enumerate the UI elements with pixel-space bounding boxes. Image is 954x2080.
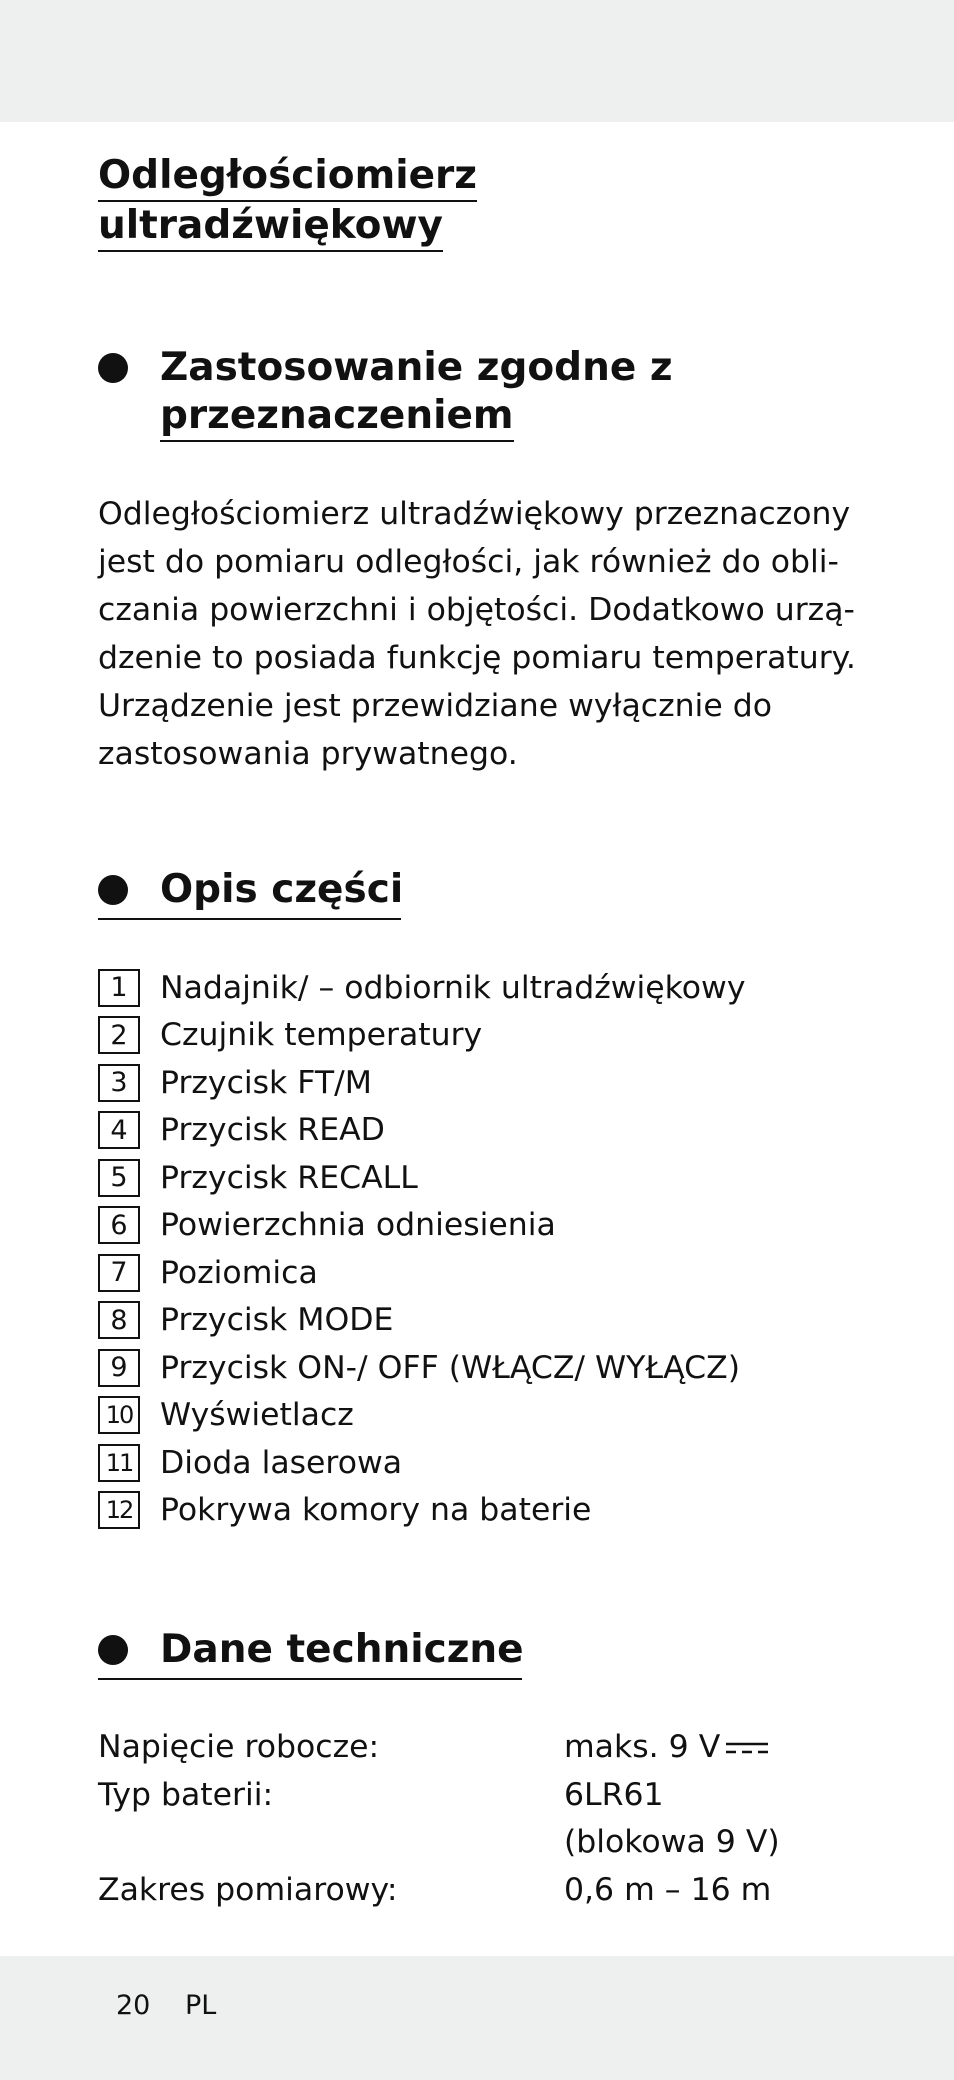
dc-current-icon — [724, 1740, 770, 1756]
document-title-line2: ultradźwiękowy — [98, 202, 443, 252]
parts-heading-underline — [98, 918, 401, 920]
part-number: 10 — [98, 1396, 140, 1434]
paragraph-line: zastosowania prywatnego. — [98, 736, 518, 772]
language-code: PL — [184, 1990, 217, 2021]
top-band — [0, 0, 954, 122]
list-item — [98, 1202, 745, 1250]
part-number: 12 — [98, 1491, 140, 1529]
paragraph-line: dzenie to posiada funkcję pomiaru temperatury. — [98, 640, 856, 676]
part-label: Nadajnik/ – odbiornik ultradźwiękowy — [160, 969, 746, 1006]
parts-heading — [98, 866, 403, 914]
list-item — [98, 1297, 745, 1345]
part-label: Przycisk READ — [160, 1112, 385, 1149]
part-number: 4 — [98, 1111, 140, 1149]
spec-value: 0,6 m – 16 m — [564, 1871, 772, 1908]
page-footer — [116, 1990, 242, 2021]
intended-use-heading — [98, 344, 673, 440]
specs-heading — [98, 1626, 524, 1674]
part-label: Pokrywa komory na baterie — [160, 1492, 592, 1529]
part-label: Przycisk RECALL — [160, 1159, 418, 1196]
spec-label: Typ baterii: — [98, 1776, 274, 1813]
paragraph-line: Odległościomierz ultradźwiękowy przeznaczony — [98, 496, 851, 532]
part-label: Powierzchnia odniesienia — [160, 1207, 556, 1244]
intended-use-heading-line2: przeznaczeniem — [160, 393, 514, 442]
specs-heading-text — [160, 1626, 524, 1674]
bullet-icon — [98, 875, 128, 905]
specs-heading-label: Dane techniczne — [160, 1627, 524, 1672]
spec-value: 6LR61 — [564, 1776, 664, 1813]
paragraph-line: Urządzenie jest przewidziane wyłącznie do — [98, 688, 772, 724]
part-label: Poziomica — [160, 1254, 318, 1291]
specs-heading-underline — [98, 1678, 522, 1680]
part-label: Przycisk ON-/ OFF (WŁĄCZ/ WYŁĄCZ) — [160, 1349, 740, 1386]
spec-label: Zakres pomiarowy: — [98, 1871, 398, 1908]
list-item — [98, 1344, 745, 1392]
part-number: 1 — [98, 969, 140, 1007]
page-number: 20 — [116, 1990, 151, 2021]
parts-heading-label: Opis części — [160, 867, 404, 912]
list-item — [98, 1107, 745, 1155]
part-number: 5 — [98, 1159, 140, 1197]
parts-heading-text — [160, 866, 403, 914]
part-number: 8 — [98, 1301, 140, 1339]
part-number: 9 — [98, 1349, 140, 1387]
spec-label: Napięcie robocze: — [98, 1729, 380, 1765]
part-label: Czujnik temperatury — [160, 1017, 483, 1054]
intended-use-heading-line1: Zastosowanie zgodne z — [160, 345, 673, 390]
list-item — [98, 1012, 745, 1060]
document-title — [98, 152, 658, 252]
part-number: 11 — [98, 1444, 140, 1482]
list-item — [98, 1249, 745, 1297]
part-label: Wyświetlacz — [160, 1397, 354, 1434]
list-item — [98, 1439, 745, 1487]
spec-value: maks. 9 V — [564, 1729, 721, 1765]
parts-list — [98, 964, 745, 1534]
part-number: 2 — [98, 1016, 140, 1054]
list-item — [98, 964, 745, 1012]
part-number: 7 — [98, 1254, 140, 1292]
list-item — [98, 1487, 745, 1535]
part-label: Przycisk FT/M — [160, 1064, 372, 1101]
list-item — [98, 1392, 745, 1440]
spec-value-wrap — [564, 1724, 770, 1772]
paragraph-line: czania powierzchni i objętości. Dodatkowo urzą- — [98, 592, 855, 628]
part-label: Dioda laserowa — [160, 1444, 403, 1481]
part-number: 3 — [98, 1064, 140, 1102]
spec-value: (blokowa 9 V) — [564, 1824, 780, 1860]
bullet-icon — [98, 353, 128, 383]
intended-use-paragraph — [98, 490, 856, 778]
bullet-icon — [98, 1635, 128, 1665]
intended-use-heading-text — [160, 344, 673, 440]
part-label: Przycisk MODE — [160, 1302, 394, 1339]
document-title-line1: Odległościomierz — [98, 152, 477, 202]
paragraph-line: jest do pomiaru odległości, jak również do obli- — [98, 544, 839, 580]
part-number: 6 — [98, 1206, 140, 1244]
list-item — [98, 1059, 745, 1107]
list-item — [98, 1154, 745, 1202]
